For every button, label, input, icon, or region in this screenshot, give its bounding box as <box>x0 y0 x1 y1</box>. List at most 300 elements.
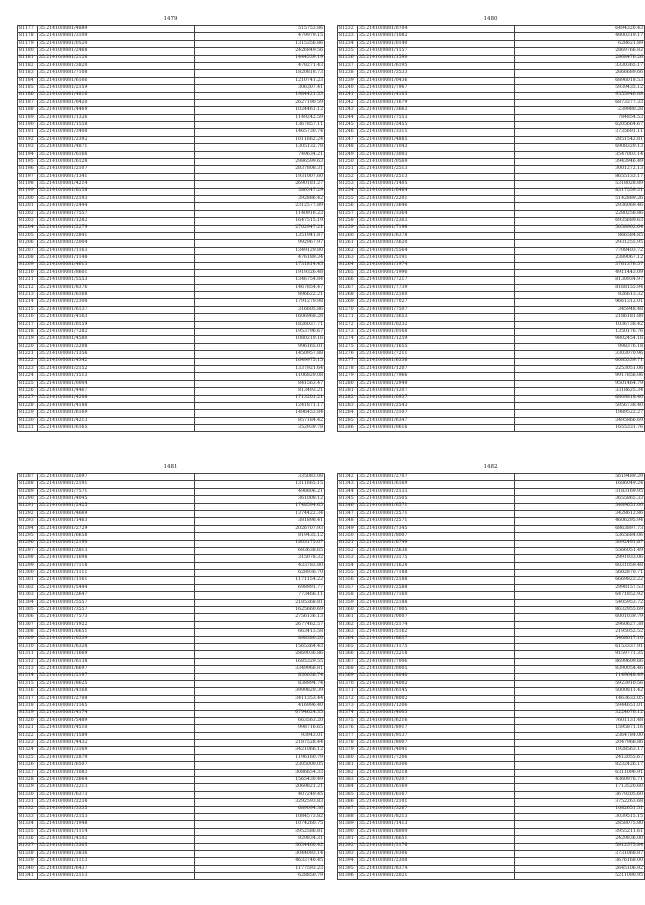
amount-cell: 1984421.33 <box>195 92 325 99</box>
reference-code-cell: 35.21410/0081/4467 <box>38 388 195 395</box>
reference-code-cell: 35.21410/0081/2021 <box>358 873 515 880</box>
reference-code-cell: 35.21410/0081/6336 <box>358 358 515 365</box>
amount-cell: 2931255.95 <box>515 240 645 247</box>
row-id-cell: 81177 <box>18 26 38 33</box>
table-row <box>18 740 325 747</box>
table-row <box>338 784 645 791</box>
table-row <box>18 159 325 166</box>
reference-code-cell: 35.21410/0081/2363 <box>358 218 515 225</box>
amount-cell: 8632955.69 <box>515 607 645 614</box>
reference-code-cell: 35.21410/0081/9137 <box>358 732 515 739</box>
table-row <box>338 425 645 432</box>
reference-code-cell: 35.21410/0081/2113 <box>38 873 195 880</box>
amount-cell: 7601131.48 <box>515 717 645 724</box>
amount-cell: 1931007.60 <box>195 173 325 180</box>
amount-cell: 2389067.12 <box>515 255 645 262</box>
table-row <box>338 417 645 424</box>
amount-cell: 3044093.14 <box>195 850 325 857</box>
reference-code-cell: 35.21410/0081/1413 <box>358 821 515 828</box>
reference-code-cell: 35.21410/0081/7160 <box>358 592 515 599</box>
amount-cell: 1748594.65 <box>195 503 325 510</box>
table-row <box>338 747 645 754</box>
table-row <box>18 813 325 820</box>
table-row <box>338 850 645 857</box>
amount-cell: 392886.42 <box>195 195 325 202</box>
reference-code-cell: 35.21410/0081/7206 <box>358 754 515 761</box>
reference-code-cell: 35.21410/0081/3176 <box>358 843 515 850</box>
reference-code-cell: 35.21410/0081/1669 <box>38 651 195 658</box>
table-row <box>338 496 645 503</box>
amount-cell: 1374422.34 <box>195 510 325 517</box>
reference-code-cell: 35.21410/0081/2647 <box>38 592 195 599</box>
reference-code-cell: 35.21410/0081/8376 <box>38 284 195 291</box>
reference-code-cell: 35.21410/0081/6339 <box>38 636 195 643</box>
table-row <box>338 188 645 195</box>
reference-code-cell: 35.21410/0081/3169 <box>38 747 195 754</box>
reference-code-cell: 35.21410/0081/3408 <box>38 129 195 136</box>
table-row <box>338 85 645 92</box>
reference-code-cell: 35.21410/0081/2707 <box>358 474 515 481</box>
reference-code-cell: 35.21410/0081/4613 <box>38 262 195 269</box>
ledger-table <box>337 25 645 432</box>
row-id-cell: 81285 <box>338 417 358 424</box>
row-id-cell: 81318 <box>18 703 38 710</box>
reference-code-cell: 35.21410/0081/1628 <box>358 562 515 569</box>
amount-cell: 3001272.13 <box>515 166 645 173</box>
reference-code-cell: 35.21410/0081/2279 <box>38 225 195 232</box>
reference-code-cell: 35.21410/0081/2004 <box>38 240 195 247</box>
reference-code-cell: 35.21410/0081/3505 <box>358 496 515 503</box>
row-id-cell: 81273 <box>338 329 358 336</box>
reference-code-cell: 35.21410/0081/7739 <box>358 284 515 291</box>
table-row <box>338 247 645 254</box>
amount-cell: 689094.36 <box>195 806 325 813</box>
row-id-cell: 81358 <box>338 592 358 599</box>
amount-cell: 5211090.95 <box>515 873 645 880</box>
reference-code-cell: 35.21410/0081/1282 <box>38 218 195 225</box>
amount-cell: 3092491.87 <box>515 540 645 547</box>
amount-cell: 749634.21 <box>195 151 325 158</box>
row-id-cell: 81253 <box>338 181 358 188</box>
reference-code-cell: 35.21410/0081/1111 <box>38 570 195 577</box>
amount-cell: 1647515.19 <box>195 218 325 225</box>
reference-code-cell: 35.21410/0081/6195 <box>358 62 515 69</box>
row-id-cell: 81283 <box>338 402 358 409</box>
table-row <box>338 40 645 47</box>
table-row <box>18 373 325 380</box>
amount-cell: 1241871.17 <box>195 402 325 409</box>
table-row <box>18 402 325 409</box>
amount-cell: 773466.11 <box>195 592 325 599</box>
row-id-cell: 81196 <box>18 166 38 173</box>
reference-code-cell: 35.21410/0081/7118 <box>38 562 195 569</box>
row-id-cell: 81225 <box>18 380 38 387</box>
table-row <box>18 129 325 136</box>
row-id-cell: 81233 <box>338 33 358 40</box>
row-id-cell: 81373 <box>338 703 358 710</box>
amount-cell: 5912575.84 <box>515 843 645 850</box>
amount-cell: 361008.12 <box>195 496 325 503</box>
amount-cell: 8390054.46 <box>515 666 645 673</box>
amount-cell: 2666689.66 <box>515 70 645 77</box>
row-id-cell: 81251 <box>338 166 358 173</box>
table-row <box>18 474 325 481</box>
reference-code-cell: 35.21410/0081/4002 <box>358 680 515 687</box>
table-row <box>18 232 325 239</box>
table-row <box>338 380 645 387</box>
table-row <box>18 858 325 865</box>
table-row <box>18 629 325 636</box>
page-number: 1482 <box>483 464 498 470</box>
row-id-cell: 81269 <box>338 299 358 306</box>
table-row <box>338 474 645 481</box>
row-id-cell: 81197 <box>18 173 38 180</box>
reference-code-cell: 35.21410/0081/0005 <box>358 666 515 673</box>
row-id-cell: 81263 <box>338 255 358 262</box>
row-id-cell: 81329 <box>18 784 38 791</box>
table-row <box>338 358 645 365</box>
row-id-cell: 81364 <box>338 636 358 643</box>
row-id-cell: 81371 <box>338 688 358 695</box>
table-row <box>338 592 645 599</box>
row-id-cell: 81296 <box>18 540 38 547</box>
reference-code-cell: 35.21410/0081/2107 <box>38 166 195 173</box>
table-row <box>338 858 645 865</box>
reference-code-cell: 35.21410/0081/4213 <box>38 417 195 424</box>
reference-code-cell: 35.21410/0081/2160 <box>358 292 515 299</box>
reference-code-cell: 35.21410/0081/1175 <box>358 643 515 650</box>
table-row <box>18 144 325 151</box>
reference-code-cell: 35.21410/0081/5444 <box>38 584 195 591</box>
reference-code-cell: 35.21410/0081/7005 <box>358 607 515 614</box>
table-row <box>338 166 645 173</box>
reference-code-cell: 35.21410/0081/3315 <box>358 129 515 136</box>
reference-code-cell: 35.21410/0081/3663 <box>358 107 515 114</box>
reference-code-cell: 35.21410/0081/1206 <box>358 703 515 710</box>
row-id-cell: 81332 <box>18 806 38 813</box>
page-number: 1479 <box>163 16 178 22</box>
table-row <box>338 777 645 784</box>
amount-cell: 5566051.49 <box>515 547 645 554</box>
reference-code-cell: 35.21410/0081/8007 <box>358 740 515 747</box>
row-id-cell: 81184 <box>18 77 38 84</box>
table-row <box>18 488 325 495</box>
amount-cell: 3303070.96 <box>515 351 645 358</box>
reference-code-cell: 35.21410/0081/2238 <box>38 799 195 806</box>
row-id-cell: 81191 <box>18 129 38 136</box>
row-id-cell: 81288 <box>18 481 38 488</box>
table-row <box>18 865 325 872</box>
reference-code-cell: 35.21410/0081/4889 <box>38 26 195 33</box>
table-row <box>18 173 325 180</box>
reference-code-cell: 35.21410/0081/5489 <box>38 717 195 724</box>
amount-cell: 3731068.87 <box>515 850 645 857</box>
row-id-cell: 81343 <box>338 481 358 488</box>
reference-code-cell: 35.21410/0081/0232 <box>358 321 515 328</box>
table-row <box>18 136 325 143</box>
table-row <box>338 607 645 614</box>
amount-cell: 315078.32 <box>195 555 325 562</box>
amount-cell: 2869766.82 <box>515 48 645 55</box>
reference-code-cell: 35.21410/0081/4816 <box>38 92 195 99</box>
row-id-cell: 81315 <box>18 680 38 687</box>
reference-code-cell: 35.21410/0081/3836 <box>38 850 195 857</box>
amount-cell: 6935689.63 <box>515 218 645 225</box>
row-id-cell: 81326 <box>18 762 38 769</box>
reference-code-cell: 35.21410/0081/4669 <box>38 510 195 517</box>
row-id-cell: 81194 <box>18 151 38 158</box>
table-row <box>338 240 645 247</box>
amount-cell: 1826037.71 <box>195 321 325 328</box>
amount-cell: 2364784.00 <box>515 732 645 739</box>
amount-cell: 1919326.48 <box>195 269 325 276</box>
table-row <box>18 358 325 365</box>
row-id-cell: 81245 <box>338 122 358 129</box>
table-row <box>18 503 325 510</box>
table-row <box>338 621 645 628</box>
amount-cell: 3421066.12 <box>195 747 325 754</box>
row-id-cell: 81281 <box>338 388 358 395</box>
amount-cell: 2187528.44 <box>195 740 325 747</box>
amount-cell: 1036738.42 <box>515 321 645 328</box>
row-id-cell: 81207 <box>18 247 38 254</box>
table-row <box>338 159 645 166</box>
row-id-cell: 81223 <box>18 365 38 372</box>
amount-cell: 4633740.45 <box>195 858 325 865</box>
table-row <box>18 717 325 724</box>
row-id-cell: 81182 <box>18 62 38 69</box>
reference-code-cell: 35.21410/0081/2513 <box>358 173 515 180</box>
reference-code-cell: 35.21410/0081/1589 <box>38 732 195 739</box>
row-id-cell: 81278 <box>338 365 358 372</box>
amount-cell: 6669823.22 <box>515 577 645 584</box>
reference-code-cell: 35.21410/0081/6651 <box>38 629 195 636</box>
reference-code-cell: 35.21410/0081/3820 <box>38 62 195 69</box>
table-row <box>18 343 325 350</box>
reference-code-cell: 35.21410/0081/0937 <box>358 395 515 402</box>
row-id-cell: 81293 <box>18 518 38 525</box>
row-id-cell: 81276 <box>338 351 358 358</box>
table-row <box>18 496 325 503</box>
amount-cell: 2936069.46 <box>515 203 645 210</box>
table-row <box>18 410 325 417</box>
reference-code-cell: 35.21410/0081/8917 <box>358 725 515 732</box>
reference-code-cell: 35.21410/0081/4168 <box>38 688 195 695</box>
table-row <box>338 218 645 225</box>
table-row <box>338 577 645 584</box>
row-id-cell: 81200 <box>18 195 38 202</box>
amount-cell: 1196160.79 <box>195 754 325 761</box>
table-row <box>338 673 645 680</box>
row-id-cell: 81268 <box>338 292 358 299</box>
amount-cell: 2185368.81 <box>195 599 325 606</box>
row-id-cell: 81227 <box>18 395 38 402</box>
amount-cell: 3495866.69 <box>515 417 645 424</box>
reference-code-cell: 35.21410/0081/3364 <box>358 210 515 217</box>
reference-code-cell: 35.21410/0081/4885 <box>358 136 515 143</box>
reference-code-cell: 35.21410/0081/1259 <box>358 336 515 343</box>
row-id-cell: 81178 <box>18 33 38 40</box>
reference-code-cell: 35.21410/0081/8374 <box>358 865 515 872</box>
reference-code-cell: 35.21410/0081/6165 <box>38 425 195 432</box>
reference-code-cell: 35.21410/0081/6216 <box>358 717 515 724</box>
table-row <box>338 488 645 495</box>
amount-cell: 5318028.89 <box>515 181 645 188</box>
row-id-cell: 81260 <box>338 232 358 239</box>
amount-cell: 9501464.79 <box>515 380 645 387</box>
table-row <box>18 40 325 47</box>
table-row <box>18 562 325 569</box>
reference-code-cell: 35.21410/0081/8040 <box>358 673 515 680</box>
amount-cell: 1606968.28 <box>195 314 325 321</box>
table-row <box>338 203 645 210</box>
reference-code-cell: 35.21410/0081/0140 <box>358 40 515 47</box>
row-id-cell: 81306 <box>18 614 38 621</box>
amount-cell: 996165.01 <box>195 343 325 350</box>
row-id-cell: 81385 <box>338 791 358 798</box>
reference-code-cell: 35.21410/0081/8213 <box>358 813 515 820</box>
table-row <box>18 262 325 269</box>
amount-cell: 476189.34 <box>195 255 325 262</box>
reference-code-cell: 35.21410/0081/6138 <box>38 188 195 195</box>
table-row <box>338 329 645 336</box>
amount-cell: 6205664.67 <box>515 122 645 129</box>
reference-code-cell: 35.21410/0081/3109 <box>38 33 195 40</box>
row-id-cell: 81391 <box>338 836 358 843</box>
row-id-cell: 81388 <box>338 813 358 820</box>
row-id-cell: 81395 <box>338 865 358 872</box>
reference-code-cell: 35.21410/0081/8601 <box>38 269 195 276</box>
table-row <box>338 740 645 747</box>
reference-code-cell: 35.21410/0081/4102 <box>38 836 195 843</box>
reference-code-cell: 35.21410/0081/4469 <box>38 107 195 114</box>
table-row <box>338 562 645 569</box>
amount-cell: 4911443.09 <box>515 269 645 276</box>
reference-code-cell: 35.21410/0081/6128 <box>38 159 195 166</box>
amount-cell: 2837808.31 <box>195 166 325 173</box>
row-id-cell: 81305 <box>18 607 38 614</box>
amount-cell: 3183169.95 <box>515 488 645 495</box>
table-row <box>338 122 645 129</box>
table-row <box>18 777 325 784</box>
reference-code-cell: 35.21410/0081/0436 <box>358 77 515 84</box>
reference-code-cell: 35.21410/0081/6651 <box>358 836 515 843</box>
row-id-cell: 81280 <box>338 380 358 387</box>
amount-cell: 5944651.01 <box>515 703 645 710</box>
table-row <box>338 92 645 99</box>
amount-cell: 1467854.47 <box>195 284 325 291</box>
row-id-cell: 81254 <box>338 188 358 195</box>
amount-cell: 6311096.91 <box>515 769 645 776</box>
table-row <box>338 62 645 69</box>
reference-code-cell: 35.21410/0081/6658 <box>38 533 195 540</box>
table-row <box>338 410 645 417</box>
amount-cell: 1686049.24 <box>515 481 645 488</box>
table-row <box>338 717 645 724</box>
reference-code-cell: 35.21410/0081/2308 <box>38 299 195 306</box>
row-id-cell: 81381 <box>338 762 358 769</box>
reference-code-cell: 35.21410/0081/2879 <box>38 754 195 761</box>
row-id-cell: 81353 <box>338 555 358 562</box>
reference-code-cell: 35.21410/0081/2729 <box>38 525 195 532</box>
amount-cell: 2690181.27 <box>195 181 325 188</box>
reference-code-cell: 35.21410/0081/8002 <box>358 695 515 702</box>
reference-code-cell: 35.21410/0081/5557 <box>38 599 195 606</box>
amount-cell: 1685329.55 <box>195 658 325 665</box>
reference-code-cell: 35.21410/0081/5564 <box>358 247 515 254</box>
row-id-cell: 81350 <box>338 533 358 540</box>
reference-code-cell: 35.21410/0081/1948 <box>38 821 195 828</box>
row-id-cell: 81185 <box>18 85 38 92</box>
row-id-cell: 81338 <box>18 850 38 857</box>
row-id-cell: 81258 <box>338 218 358 225</box>
row-id-cell: 81351 <box>338 540 358 547</box>
table-row <box>338 232 645 239</box>
table-row <box>18 395 325 402</box>
amount-cell: 3489651.00 <box>515 503 645 510</box>
reference-code-cell: 35.21410/0081/6166 <box>38 151 195 158</box>
reference-code-cell: 35.21410/0081/7217 <box>358 277 515 284</box>
amount-cell: 2429836.00 <box>515 836 645 843</box>
amount-cell: 2069821.21 <box>195 784 325 791</box>
amount-cell: 830038.74 <box>195 673 325 680</box>
row-id-cell: 81218 <box>18 329 38 336</box>
row-id-cell: 81275 <box>338 343 358 350</box>
row-id-cell: 81333 <box>18 813 38 820</box>
amount-cell: 479979.15 <box>195 33 325 40</box>
table-row <box>338 306 645 313</box>
table-row <box>338 599 645 606</box>
ledger-page <box>17 16 324 432</box>
row-id-cell: 81337 <box>18 843 38 850</box>
row-id-cell: 81359 <box>338 599 358 606</box>
table-row <box>338 821 645 828</box>
table-row <box>18 799 325 806</box>
table-row <box>18 754 325 761</box>
row-id-cell: 81375 <box>338 717 358 724</box>
row-id-cell: 81252 <box>338 173 358 180</box>
amount-cell: 3735691.11 <box>515 129 645 136</box>
amount-cell: 3547003.14 <box>515 151 645 158</box>
reference-code-cell: 35.21410/0081/2133 <box>358 488 515 495</box>
amount-cell: 1565430.49 <box>195 777 325 784</box>
amount-cell: 3292593.83 <box>195 799 325 806</box>
table-row <box>18 836 325 843</box>
row-id-cell: 81239 <box>338 77 358 84</box>
row-id-cell: 81189 <box>18 114 38 121</box>
table-row <box>338 181 645 188</box>
amount-cell: 2851542.81 <box>515 136 645 143</box>
amount-cell: 3318625.34 <box>515 388 645 395</box>
amount-cell: 2627190.59 <box>195 99 325 106</box>
reference-code-cell: 35.21410/0081/6169 <box>358 784 515 791</box>
reference-code-cell: 35.21410/0081/6167 <box>358 791 515 798</box>
table-row <box>338 725 645 732</box>
reference-code-cell: 35.21410/0081/1165 <box>38 703 195 710</box>
amount-cell: 1024461.12 <box>195 107 325 114</box>
row-id-cell: 81396 <box>338 873 358 880</box>
row-id-cell: 81211 <box>18 277 38 284</box>
amount-cell: 239980.28 <box>515 107 645 114</box>
table-row <box>18 599 325 606</box>
row-id-cell: 81393 <box>338 850 358 857</box>
reference-code-cell: 35.21410/0081/2128 <box>38 55 195 62</box>
reference-code-cell: 35.21410/0081/7196 <box>358 225 515 232</box>
amount-cell: 1450957.88 <box>195 351 325 358</box>
amount-cell: 663563.20 <box>195 717 325 724</box>
table-row <box>338 510 645 517</box>
row-id-cell: 81215 <box>18 306 38 313</box>
